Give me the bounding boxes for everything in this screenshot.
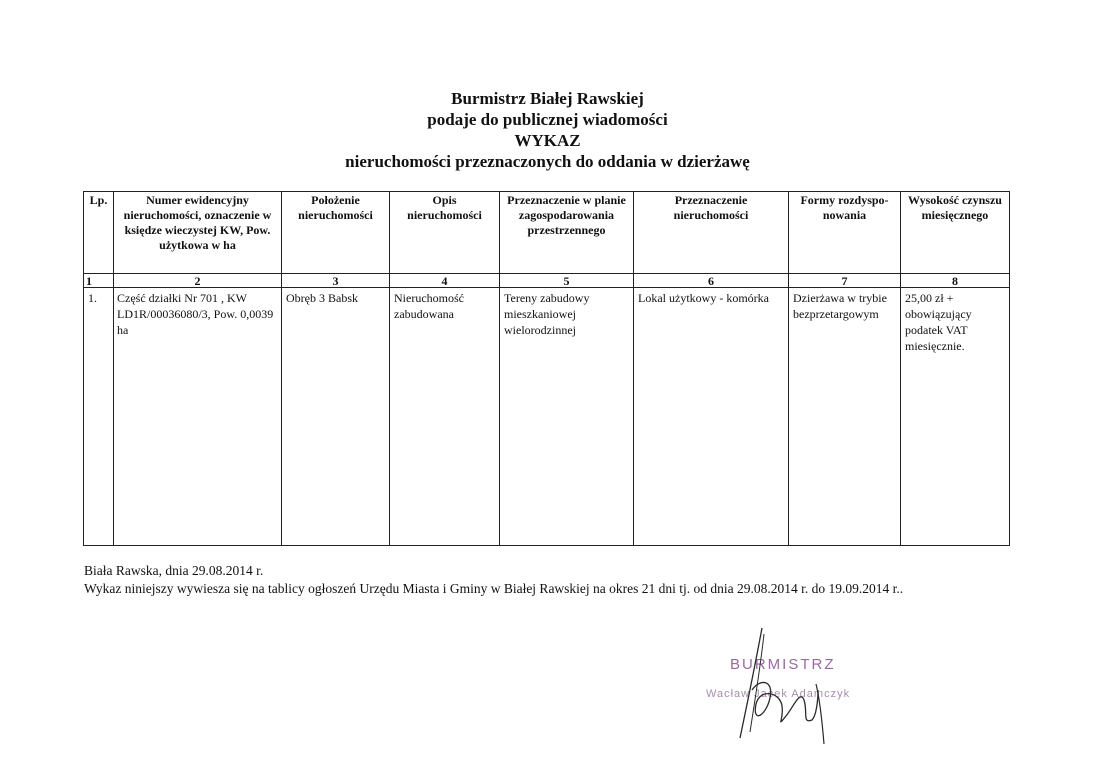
table-header-row <box>84 192 1010 274</box>
document-footer <box>84 562 903 598</box>
announcement-line: podaje do publicznej wiadomości <box>427 110 668 129</box>
cell-location: Obręb 3 Babsk <box>282 288 390 546</box>
column-number: 4 <box>390 274 500 288</box>
column-number: 1 <box>84 274 114 288</box>
header-parcel-number: Numer ewidencyjny nieruchomości, oznaczenie w księdze wieczystej KW, Pow. użytkowa w ha <box>114 192 282 274</box>
header-lp: Lp. <box>84 192 114 274</box>
column-number: 3 <box>282 274 390 288</box>
stamp-title: BURMISTRZ <box>730 656 836 673</box>
cell-disposal-form: Dzierżawa w trybie bezprzetargowym <box>789 288 901 546</box>
header-description: Opis nieruchomości <box>390 192 500 274</box>
column-number: 5 <box>500 274 634 288</box>
table-row <box>84 288 1010 546</box>
cell-rent-amount: 25,00 zł + obowiązujący podatek VAT miesięcznie. <box>901 288 1010 546</box>
cell-parcel-number: Część działki Nr 701 , KW LD1R/00036080/3, Pow. 0,0039 ha <box>114 288 282 546</box>
cell-lp: 1. <box>84 288 114 546</box>
list-title: WYKAZ <box>514 131 581 150</box>
document-header <box>0 88 1095 172</box>
header-disposal-form: Formy rozdyspo-nowania <box>789 192 901 274</box>
list-subtitle: nieruchomości przeznaczonych do oddania w dzierżawę <box>345 152 750 171</box>
signature-stamp <box>690 620 870 750</box>
column-number: 7 <box>789 274 901 288</box>
header-location: Położenie nieruchomości <box>282 192 390 274</box>
header-plan-purpose: Przeznaczenie w planie zagospodarowania przestrzennego <box>500 192 634 274</box>
column-number: 6 <box>634 274 789 288</box>
header-rent-amount: Wysokość czynszu miesięcznego <box>901 192 1010 274</box>
cell-plan-purpose: Tereny zabudowy mieszkaniowej wielorodzinnej <box>500 288 634 546</box>
column-number: 8 <box>901 274 1010 288</box>
stamp-name: Wacław Jacek Adamczyk <box>706 688 851 700</box>
issuer-title: Burmistrz Białej Rawskiej <box>451 89 644 108</box>
column-number: 2 <box>114 274 282 288</box>
cell-description: Nieruchomość zabudowana <box>390 288 500 546</box>
header-property-purpose: Przeznaczenie nieruchomości <box>634 192 789 274</box>
handwritten-signature <box>690 620 870 750</box>
cell-property-purpose: Lokal użytkowy - komórka <box>634 288 789 546</box>
property-list-table <box>83 191 1010 546</box>
place-date: Biała Rawska, dnia 29.08.2014 r. <box>84 563 264 578</box>
column-number-row <box>84 274 1010 288</box>
posting-notice: Wykaz niniejszy wywiesza się na tablicy ogłoszeń Urzędu Miasta i Gminy w Białej Rawskiej na okres 21 dni tj. od dnia 29.08.2014 r. do 19.09.2014 r.. <box>84 581 904 596</box>
